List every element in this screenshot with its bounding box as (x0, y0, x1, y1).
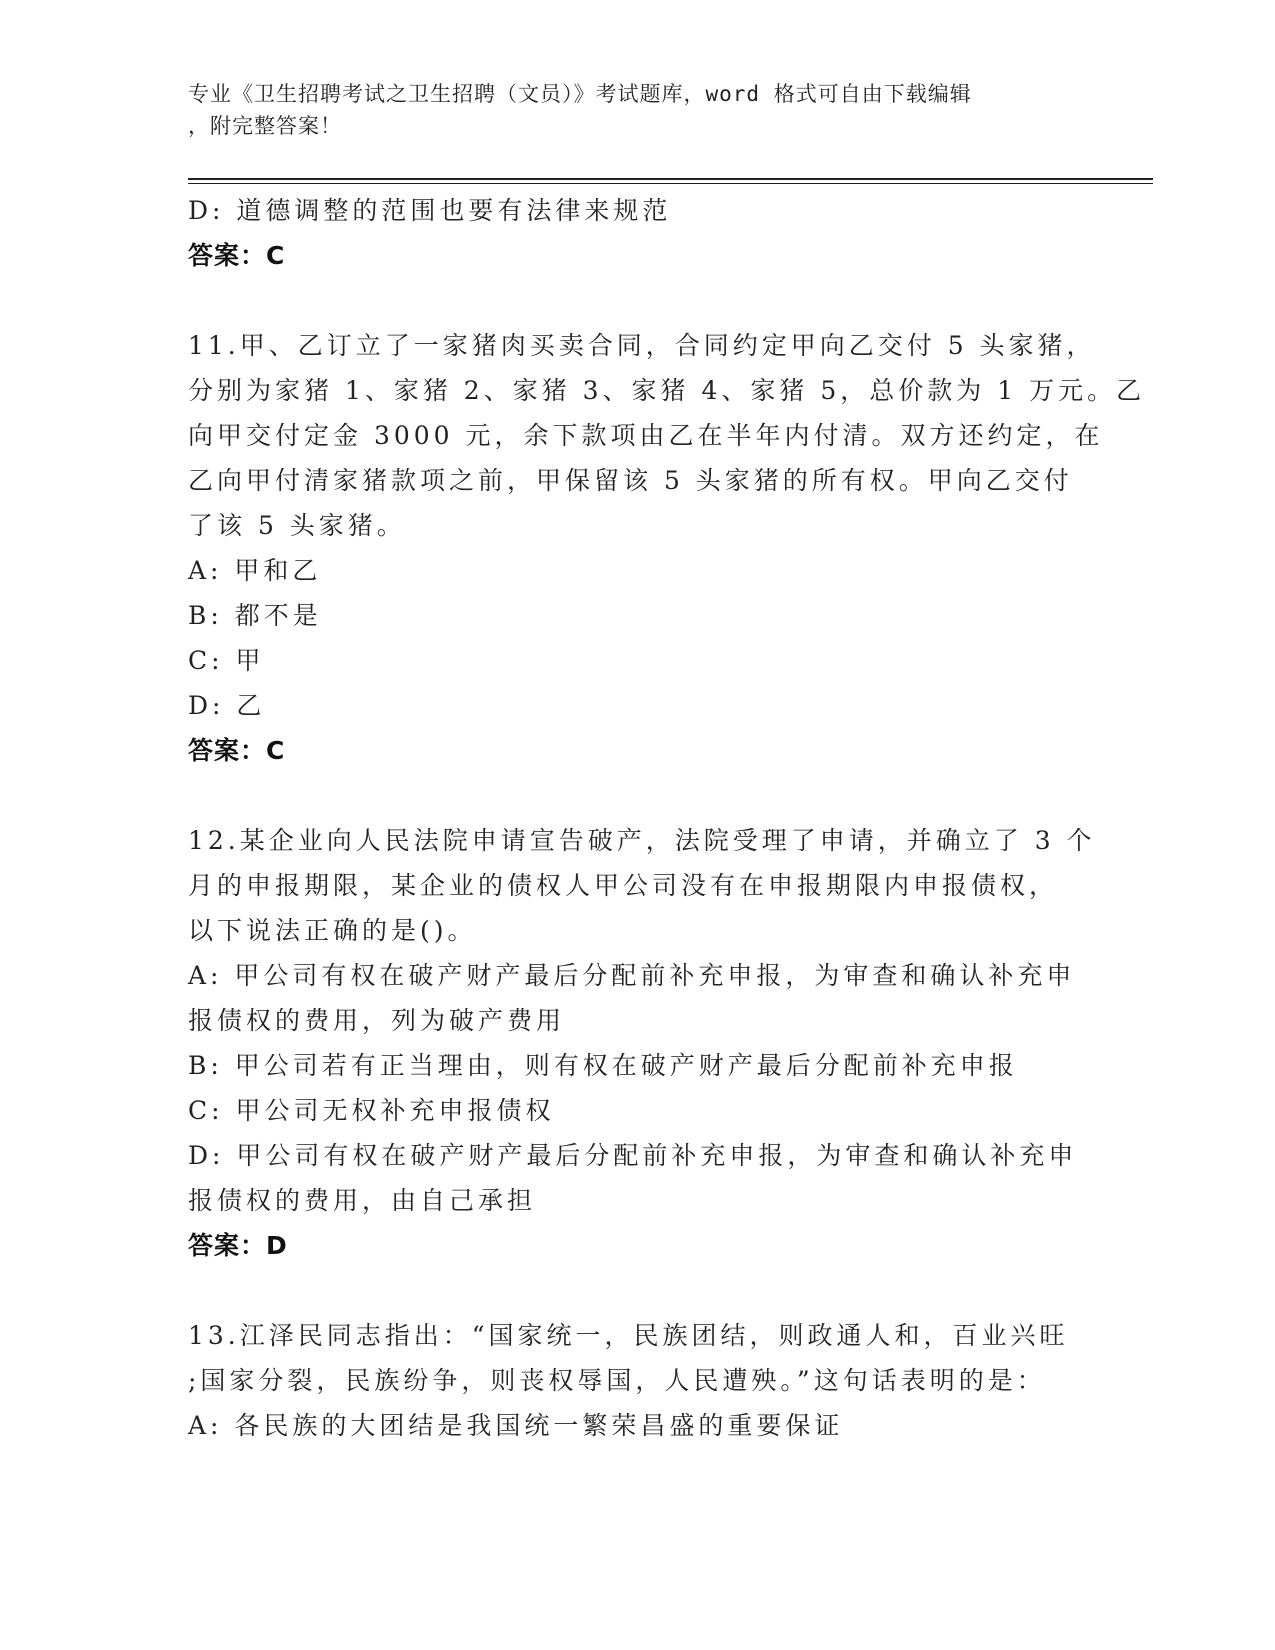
spacer (188, 278, 1088, 323)
header-line-1: 专业《卫生招聘考试之卫生招聘（文员）》考试题库，word 格式可自由下载编辑 (188, 82, 972, 106)
question-13 (188, 1313, 1088, 1448)
option-c: C: 甲公司无权补充申报债权 (188, 1096, 555, 1125)
question-text-line: 了该 5 头家猪。 (188, 511, 406, 540)
option-d: D: 甲公司有权在破产财产最后分配前补充申报，为审查和确认补充申 (188, 1141, 1078, 1170)
question-12 (188, 818, 1096, 1268)
document-body (188, 188, 1146, 1448)
question-text-line: 乙向甲付清家猪款项之前，甲保留该 5 头家猪的所有权。甲向乙交付 (188, 466, 1073, 495)
question-text-line: 以下说法正确的是()。 (188, 916, 477, 945)
header-divider-thick (188, 178, 1153, 180)
spacer (188, 1268, 1088, 1313)
option-d: D: 乙 (188, 691, 266, 720)
question-text-line: 11.甲、乙订立了一家猪肉买卖合同，合同约定甲向乙交付 5 头家猪， (188, 331, 1096, 360)
option-a-continued: 报债权的费用，列为破产费用 (188, 1006, 566, 1035)
option-d-continued: 报债权的费用，由自己承担 (188, 1186, 537, 1215)
question-text-line: 向甲交付定金 3000 元，余下款项由乙在半年内付清。双方还约定，在 (188, 421, 1104, 450)
question-text-line: 13.江泽民同志指出：“国家统一，民族团结，则政通人和，百业兴旺 (188, 1321, 1069, 1350)
document-header (188, 78, 1068, 142)
answer-line: 答案：D (188, 1231, 288, 1260)
question-text-line: 分别为家猪 1、家猪 2、家猪 3、家猪 4、家猪 5，总价款为 1 万元。乙 (188, 376, 1146, 405)
option-b: B: 甲公司若有正当理由，则有权在破产财产最后分配前补充申报 (188, 1051, 1018, 1080)
question-text-line: 12.某企业向人民法院申请宣告破产，法院受理了申请，并确立了 3 个 (188, 826, 1096, 855)
spacer (188, 773, 1088, 818)
question-text-line: 月的申报期限，某企业的债权人甲公司没有在申报期限内申报债权， (188, 871, 1059, 900)
option-a: A: 各民族的大团结是我国统一繁荣昌盛的重要保证 (188, 1411, 844, 1440)
option-a: A: 甲公司有权在破产财产最后分配前补充申报，为审查和确认补充申 (188, 961, 1076, 990)
header-divider-thin (188, 183, 1153, 184)
answer-line: 答案：C (188, 736, 286, 765)
option-b: B: 都不是 (188, 601, 322, 630)
question-text-line: ;国家分裂，民族纷争，则丧权辱国，人民遭殃。”这句话表明的是： (188, 1366, 1046, 1395)
question-11 (188, 323, 1146, 773)
option-d: D: 道德调整的范围也要有法律来规范 (188, 196, 672, 225)
option-a: A: 甲和乙 (188, 556, 322, 585)
header-line-2: ，附完整答案！ (188, 114, 342, 138)
answer-line: 答案：C (188, 241, 286, 270)
question-10-tail (188, 188, 1088, 278)
option-c: C: 甲 (188, 646, 265, 675)
